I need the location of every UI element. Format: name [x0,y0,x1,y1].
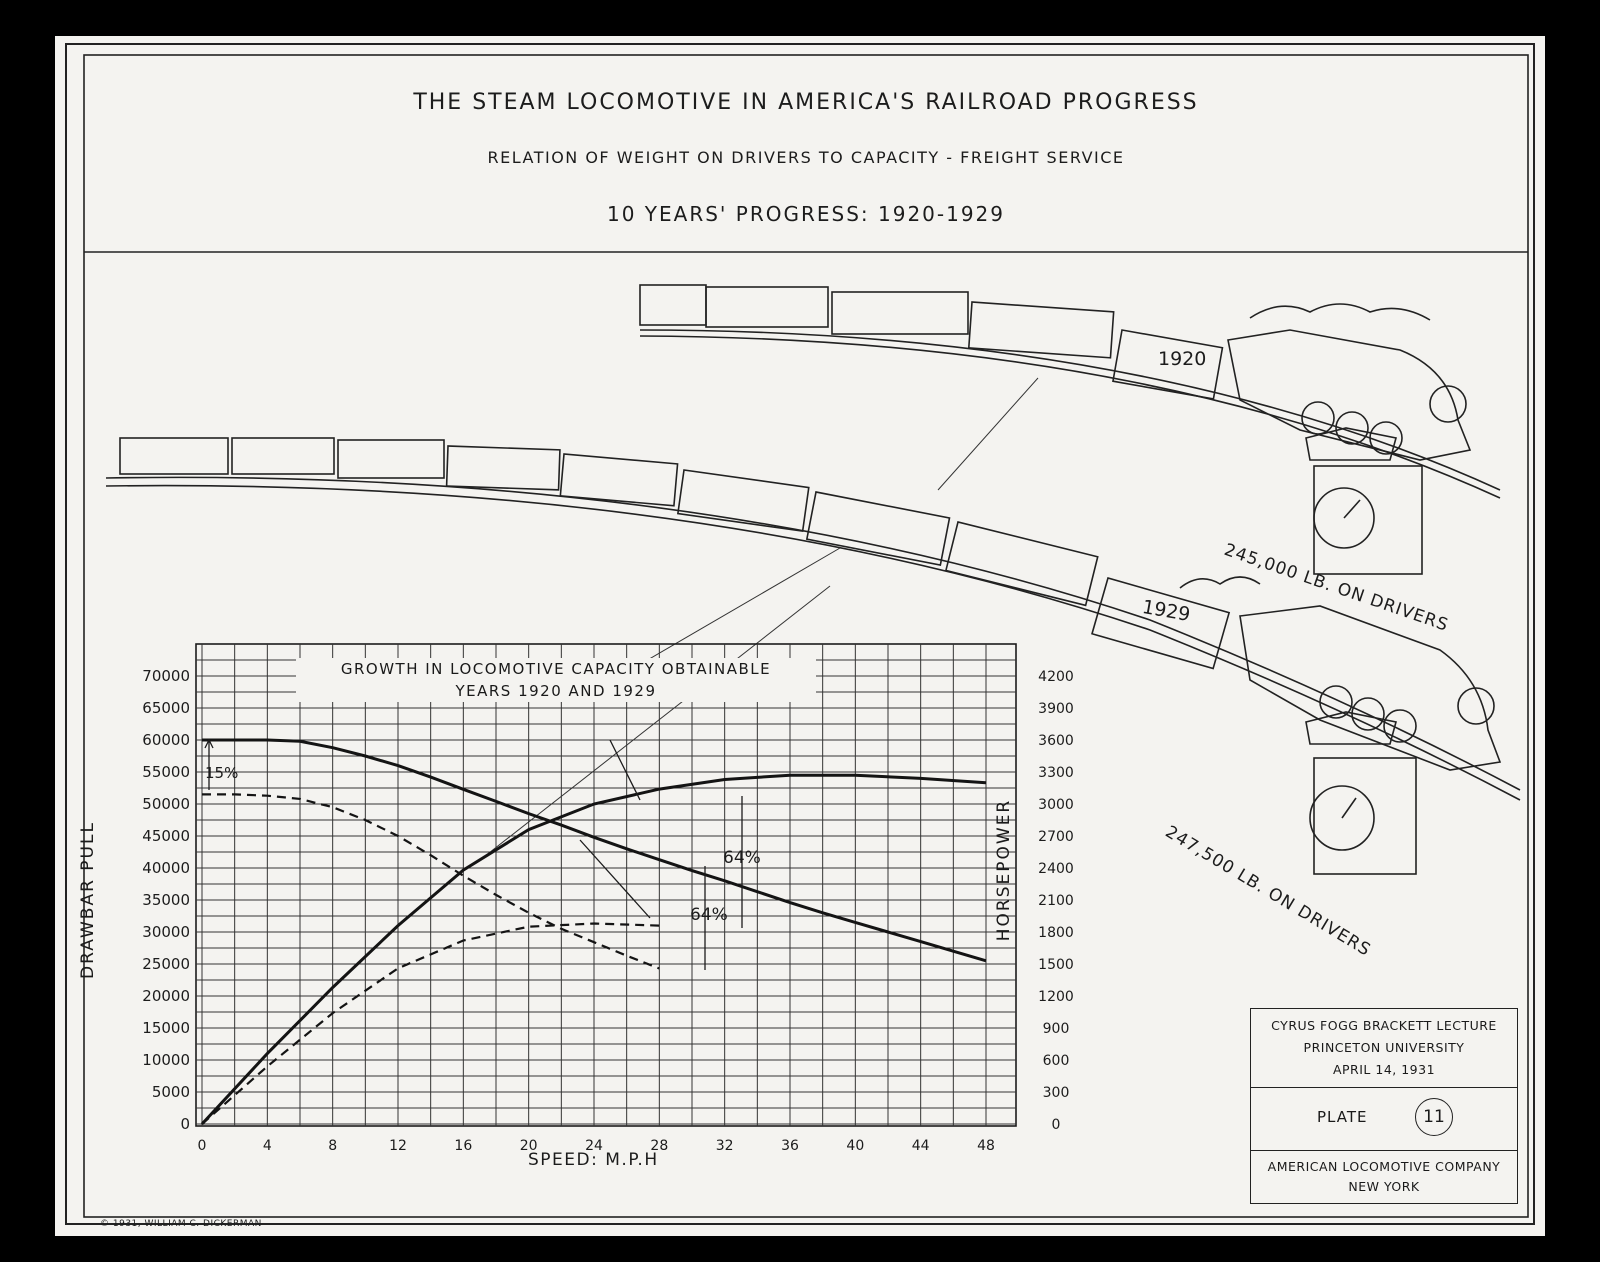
y-tick-label: 65000 [142,699,190,717]
tender-label-1920: 1920 [1158,348,1207,370]
y-axis-label-left: DRAWBAR PULL [78,821,98,979]
smoke-1920 [1250,304,1430,320]
y-tick-label: 30000 [142,923,190,941]
y2-tick-label: 900 [1042,1021,1070,1037]
boxcar [120,438,228,474]
x-tick-label: 20 [519,1138,538,1154]
chart-subtitle: YEARS 1920 AND 1929 [455,682,657,700]
boxcar [447,446,560,490]
y2-tick-label: 1200 [1038,989,1074,1005]
x-tick-label: 4 [262,1138,272,1154]
drivers-weight-1920: 245,000 LB. ON DRIVERS [1221,540,1452,636]
plate-info-box [1250,1008,1518,1204]
plot-frame [196,644,1016,1126]
chart-grid [196,644,1016,1126]
x-tick-label: 28 [650,1138,669,1154]
boxcar [946,522,1098,605]
plate-number: 11 [1415,1098,1453,1136]
y2-tick-label: 0 [1051,1117,1061,1133]
y2-tick-label: 300 [1042,1085,1070,1101]
y-tick-label: 55000 [142,763,190,781]
x-tick-label: 8 [328,1138,338,1154]
lecture-block [1251,1015,1517,1081]
annotation-hp-gap: 64% [723,848,761,868]
company-block [1251,1157,1517,1197]
company-city: NEW YORK [1348,1179,1420,1194]
x-tick-label: 40 [846,1138,865,1154]
page-title: THE STEAM LOCOMOTIVE IN AMERICA'S RAILROAD PROGRESS [413,90,1199,115]
x-tick-label: 24 [585,1138,603,1154]
plate-row [1251,1087,1517,1151]
boxcar [640,285,706,325]
lecture-date: APRIL 14, 1931 [1332,1062,1436,1077]
smokebox-door [1458,688,1494,724]
x-tick-label: 0 [197,1138,207,1154]
chart-title-block [296,658,816,702]
lecture-name: CYRUS FOGG BRACKETT LECTURE [1271,1018,1497,1033]
y-tick-label: 50000 [142,795,190,813]
y-tick-label: 5000 [151,1083,190,1101]
x-tick-label: 32 [715,1138,734,1154]
y2-tick-label: 3300 [1038,765,1074,781]
plate-label: PLATE [1317,1108,1368,1126]
x-tick-label: 36 [781,1138,799,1154]
tender-label-1929: 1929 [1140,595,1192,627]
drivers-weight-1929: 247,500 LB. ON DRIVERS [1161,822,1375,961]
annotation-pull-gap-high-speed: 64% [690,905,728,925]
boxcar [560,454,677,506]
y-tick-label: 35000 [142,891,190,909]
boxcar [706,287,828,327]
y2-tick-label: 3900 [1038,701,1074,717]
boxcar [807,492,950,565]
y2-tick-label: 4200 [1038,669,1074,685]
y-tick-label: 25000 [142,955,190,973]
y2-tick-label: 3600 [1038,733,1074,749]
y-axis-label-right: HORSEPOWER [994,798,1014,942]
y-tick-label: 70000 [142,667,190,685]
x-tick-label: 16 [454,1138,473,1154]
x-tick-label: 12 [389,1138,407,1154]
y2-tick-label: 2400 [1038,861,1074,877]
boxcar [338,440,444,478]
y2-tick-label: 2700 [1038,829,1074,845]
y-tick-label: 10000 [142,1051,190,1069]
driver-wheel [1320,686,1352,718]
y-tick-label: 40000 [142,859,190,877]
company-name: AMERICAN LOCOMOTIVE COMPANY [1267,1159,1501,1174]
y2-tick-label: 600 [1042,1053,1070,1069]
driver-wheel [1384,710,1416,742]
driver-wheel [1370,422,1402,454]
y-tick-label: 60000 [142,731,190,749]
boxcar [678,470,809,531]
boxcar [969,302,1114,358]
period-heading: 10 YEARS' PROGRESS: 1920-1929 [606,202,1006,226]
smoke-1929 [1180,577,1260,588]
y-tick-label: 45000 [142,827,190,845]
x-tick-label: 48 [977,1138,995,1154]
locomotive-1920 [1228,330,1470,460]
track-1920-rail [640,336,1500,498]
y-tick-label: 20000 [142,987,190,1005]
chart [142,644,1074,1154]
locomotive-1929 [1240,606,1500,770]
chart-annotation-marks [205,740,742,970]
y2-tick-label: 1800 [1038,925,1074,941]
x-axis-label: SPEED: M.P.H [528,1150,659,1170]
page-subtitle: RELATION OF WEIGHT ON DRIVERS TO CAPACITY - FREIGHT SERVICE [487,148,1125,167]
copyright-notice: © 1931, WILLIAM C. DICKERMAN [100,1219,262,1229]
annotation-pull-gap: 15% [205,764,239,782]
lecture-university: PRINCETON UNIVERSITY [1303,1040,1465,1055]
boxcar [232,438,334,474]
y2-tick-label: 3000 [1038,797,1074,813]
y-tick-label: 15000 [142,1019,190,1037]
y-tick-label: 0 [180,1115,190,1133]
y2-tick-label: 2100 [1038,893,1074,909]
track-1929 [106,477,1520,790]
y2-tick-label: 1500 [1038,957,1074,973]
tender-1929 [1092,578,1229,668]
x-tick-label: 44 [911,1138,930,1154]
boxcar [832,292,968,334]
chart-title: GROWTH IN LOCOMOTIVE CAPACITY OBTAINABLE [340,660,772,678]
